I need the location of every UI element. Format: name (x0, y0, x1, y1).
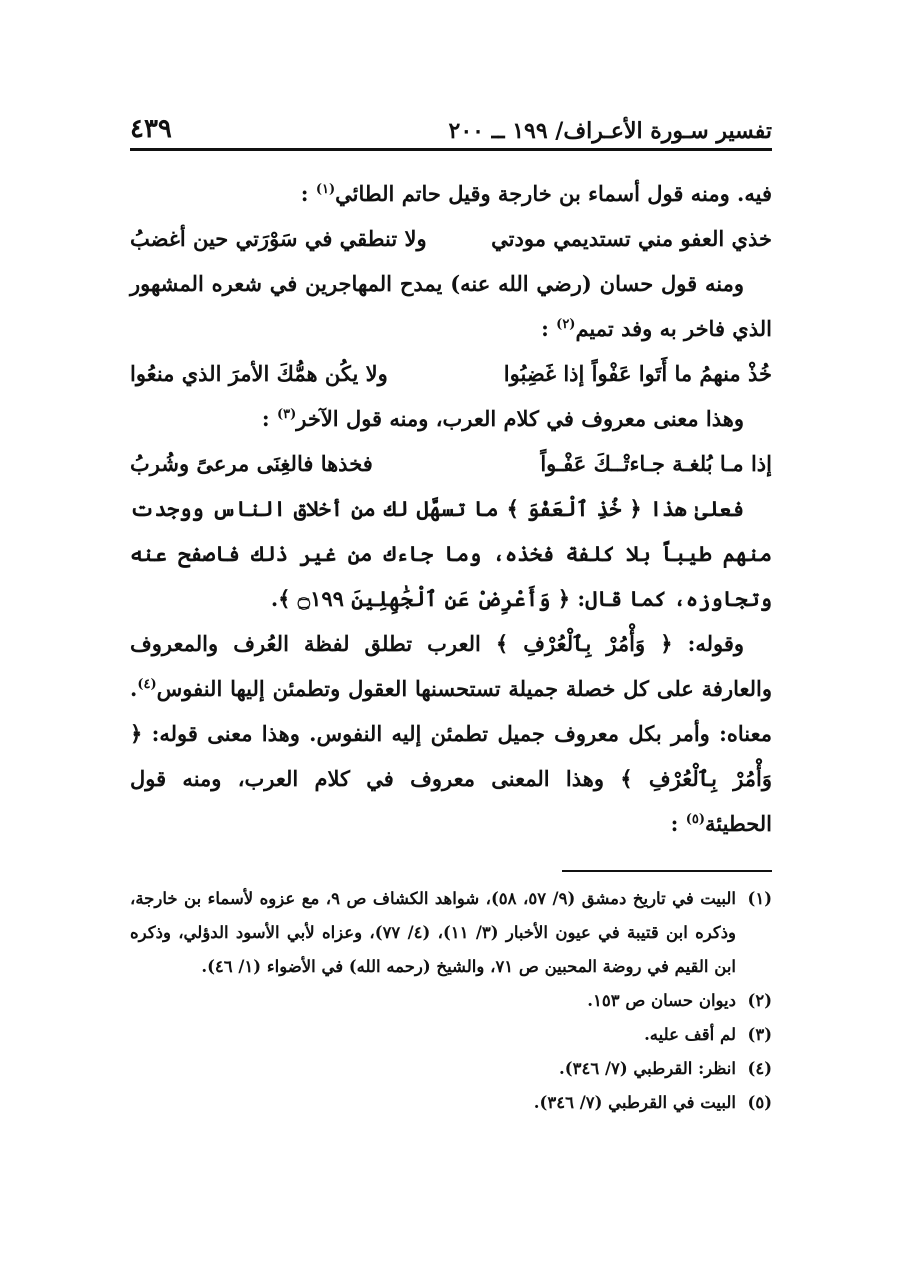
poem-verse (130, 441, 772, 486)
paragraph-text: ما تسهَّل لك من أخلاق الناس ووجدت منهم طيباً بلا كلفة فخذه، وما جاءك من غير ذلك فاصفح عنه وتجاوزه، كما قال: (130, 496, 772, 611)
footnote-number: (٤) (747, 1059, 772, 1078)
paragraph-text: العرب تطلق لفظة العُرف والمعروف والعارفة على كل خصلة جميلة تستحسنها العقول وتطمئن إليها النفوس (130, 631, 772, 701)
paragraph-text: وهذا معنى معروف في كلام العرب، ومنه قول الآخر (296, 406, 744, 431)
footnote-text: البيت في القرطبي (٧/ ٣٤٦). (533, 1093, 736, 1112)
footnote (130, 984, 772, 1018)
verse-second-half: ولا يكُن همُّكَ الأمرَ الذي منعُوا (130, 361, 388, 386)
verse-first-half: خذي العفو مني تستديمي مودتي (491, 226, 772, 251)
quran-quote: ﴿ وَأْمُرْ بِٱلْعُرْفِ ﴾ (495, 631, 673, 656)
verse-first-half: إذا مـا بُلغـة جـاءتْــكَ عَفْـواً (540, 451, 772, 476)
footnote-ref[interactable]: (٥) (685, 812, 706, 827)
footnote (130, 1086, 772, 1120)
paragraph-text: . معناه: وأمر بكل معروف جميل تطمئن إليه النفوس. وهذا معنى قوله: (130, 676, 772, 746)
quran-quote: ﴿ وَأَعْرِضْ عَنِ ٱلْجَٰهِلِينَ ۝١٩٩ ﴾ (278, 586, 571, 611)
running-title: تفسير سـورة الأعـراف/ ١٩٩ ــ ٢٠٠ (448, 118, 772, 144)
paragraph-text: ومنه قول حسان (رضي الله عنه) يمدح المهاجرين في شعره المشهور الذي فاخر به وفد تميم (130, 271, 772, 341)
verse-second-half: ولا تنطقي في سَوْرَتي حين أغضبُ (130, 226, 427, 251)
footnote-text: لم أقف عليه. (644, 1025, 736, 1044)
footnote (130, 1018, 772, 1052)
poem-verse (130, 351, 772, 396)
footnote (130, 882, 772, 984)
verse-second-half: فخذها فالغِنَى مرعىً وشُربُ (130, 451, 373, 476)
period: . (270, 586, 279, 611)
quran-quote: ﴿ خُذِ ٱلْعَفْوَ ﴾ (506, 496, 642, 521)
footnote-text: ديوان حسان ص ١٥٣. (587, 991, 736, 1010)
footnote-text: انظر: القرطبي (٧/ ٣٤٦). (559, 1059, 736, 1078)
paragraph (130, 486, 772, 621)
poem-verse (130, 216, 772, 261)
page-header (130, 108, 772, 151)
book-page (130, 108, 772, 1120)
colon: : (541, 316, 549, 341)
paragraph-text: وقوله: (687, 631, 745, 656)
footnote-separator (562, 870, 772, 872)
footnote-ref[interactable]: (٢) (556, 317, 576, 332)
footnote-ref[interactable]: (٣) (276, 407, 297, 422)
paragraph-text: وهذا المعنى معروف في كلام العرب، ومنه قول الحطيئة (130, 766, 772, 836)
footnote-number: (١) (747, 889, 772, 908)
colon: : (300, 181, 309, 206)
paragraph (130, 621, 772, 846)
footnote-text: البيت في تاريخ دمشق (٩/ ٥٧، ٥٨)، شواهد الكشاف ص ٩، مع عزوه لأسماء بن خارجة، وذكره ابن قتيبة في عيون الأخبار (٣/ ١١)، (٤/ ٧٧)، وعزاه لأبي الأسود الدؤلي، وذكره ابن القيم في روضة المحبين ص ٧١، والشيخ (رحمه الله) في الأضواء (١/ ٤٦). (130, 889, 737, 976)
footnote-ref[interactable]: (٤) (137, 677, 157, 692)
main-text (130, 171, 772, 846)
paragraph (130, 261, 772, 351)
footnote-number: (٥) (747, 1093, 772, 1112)
verse-first-half: خُذْ منهمُ ما أَتَوا عَفْواً إذا غَضِبُوا (503, 361, 772, 386)
page-number: ٤٣٩ (130, 114, 172, 144)
paragraph (130, 396, 772, 441)
footnote (130, 1052, 772, 1086)
paragraph (130, 171, 772, 216)
footnotes (130, 882, 772, 1120)
quran-quote: ﴿ وَأْمُرْ بِٱلْعُرْفِ ﴾ (130, 721, 773, 791)
footnote-number: (٢) (747, 991, 772, 1010)
colon: : (261, 406, 270, 431)
paragraph-text: فيه. ومنه قول أسماء بن خارجة وقيل حاتم الطائي (335, 181, 772, 206)
footnote-number: (٣) (747, 1025, 772, 1044)
footnote-ref[interactable]: (١) (315, 182, 336, 197)
paragraph-text: فعلىٰ هذا (649, 496, 745, 521)
colon: : (670, 811, 679, 836)
